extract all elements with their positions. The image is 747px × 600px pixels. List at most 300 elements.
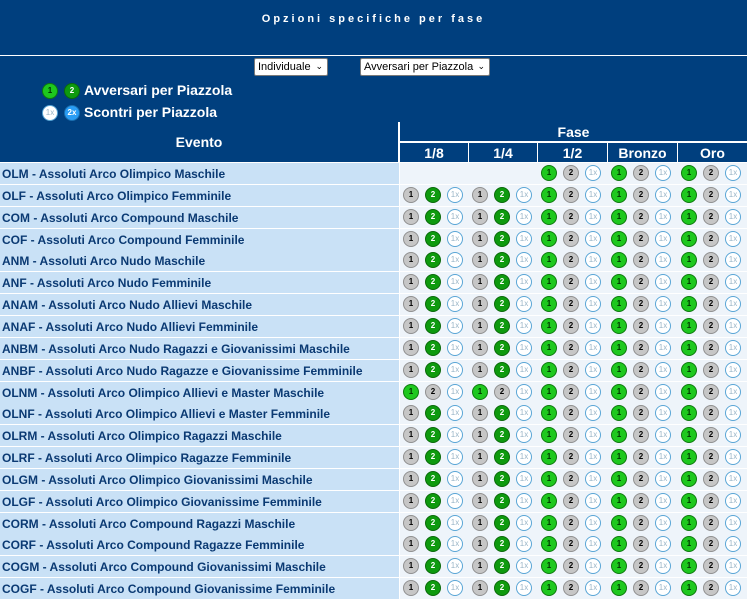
option-1x-circle-icon[interactable]: 1x	[725, 580, 741, 596]
option-1-circle-icon[interactable]: 1	[611, 209, 627, 225]
option-1x-circle-icon[interactable]: 1x	[655, 471, 671, 487]
option-2-circle-icon[interactable]: 2	[633, 536, 649, 552]
option-2-circle-icon[interactable]: 2	[633, 449, 649, 465]
table-row	[0, 360, 747, 381]
option-1-circle-icon[interactable]: 1	[403, 231, 419, 247]
option-2-circle-icon[interactable]: 2	[563, 405, 579, 421]
option-1-circle-icon[interactable]: 1	[403, 449, 419, 465]
option-2-circle-icon[interactable]: 2	[703, 340, 719, 356]
option-1x-circle-icon[interactable]: 1x	[447, 296, 463, 312]
option-1-circle-icon[interactable]: 1	[611, 449, 627, 465]
option-2-circle-icon[interactable]: 2	[703, 252, 719, 268]
option-1-circle-icon[interactable]: 1	[681, 493, 697, 509]
option-1x-circle-icon[interactable]: 1x	[725, 536, 741, 552]
option-1x-circle-icon[interactable]: 1x	[447, 536, 463, 552]
option-1-circle-icon[interactable]: 1	[611, 558, 627, 574]
option-1x-circle-icon[interactable]: 1x	[447, 209, 463, 225]
option-1-circle-icon[interactable]: 1	[403, 187, 419, 203]
option-2-circle-icon[interactable]: 2	[494, 427, 510, 443]
option-1-circle-icon[interactable]: 1	[681, 340, 697, 356]
option-2-circle-icon[interactable]: 2	[425, 296, 441, 312]
option-1x-circle-icon[interactable]: 1x	[516, 187, 532, 203]
option-1-circle-icon[interactable]: 1	[681, 536, 697, 552]
option-1x-circle-icon[interactable]: 1x	[655, 252, 671, 268]
option-1-circle-icon[interactable]: 1	[611, 187, 627, 203]
option-2-circle-icon[interactable]: 2	[703, 515, 719, 531]
option-2-circle-icon[interactable]: 2	[563, 427, 579, 443]
option-2-circle-icon[interactable]: 2	[425, 427, 441, 443]
option-1x-circle-icon[interactable]: 1x	[725, 515, 741, 531]
option-2-circle-icon[interactable]: 2	[494, 362, 510, 378]
option-1-circle-icon[interactable]: 1	[681, 252, 697, 268]
option-1x-circle-icon[interactable]: 1x	[447, 187, 463, 203]
option-2-circle-icon[interactable]: 2	[425, 384, 441, 400]
option-1-circle-icon[interactable]: 1	[611, 580, 627, 596]
option-1-circle-icon[interactable]: 1	[541, 231, 557, 247]
option-1x-circle-icon[interactable]: 1x	[585, 165, 601, 181]
option-2-circle-icon[interactable]: 2	[633, 187, 649, 203]
option-1-circle-icon[interactable]: 1	[541, 252, 557, 268]
option-2-circle-icon[interactable]: 2	[703, 296, 719, 312]
option-1x-circle-icon[interactable]: 1x	[655, 405, 671, 421]
option-2-circle-icon[interactable]: 2	[425, 274, 441, 290]
option-2-circle-icon[interactable]: 2	[633, 252, 649, 268]
option-2-circle-icon[interactable]: 2	[563, 493, 579, 509]
option-1x-circle-icon[interactable]: 1x	[447, 515, 463, 531]
option-1-circle-icon[interactable]: 1	[403, 536, 419, 552]
option-1-circle-icon[interactable]: 1	[541, 449, 557, 465]
option-1x-circle-icon[interactable]: 1x	[516, 362, 532, 378]
option-1x-circle-icon[interactable]: 1x	[655, 362, 671, 378]
option-1-circle-icon[interactable]: 1	[472, 340, 488, 356]
option-1-circle-icon[interactable]: 1	[472, 187, 488, 203]
option-2-circle-icon[interactable]: 2	[703, 580, 719, 596]
option-1x-circle-icon[interactable]: 1x	[516, 493, 532, 509]
option-1-circle-icon[interactable]: 1	[541, 427, 557, 443]
option-2-circle-icon[interactable]: 2	[633, 427, 649, 443]
option-1x-circle-icon[interactable]: 1x	[725, 427, 741, 443]
option-1x-circle-icon[interactable]: 1x	[447, 231, 463, 247]
option-2-circle-icon[interactable]: 2	[425, 558, 441, 574]
option-2-circle-icon[interactable]: 2	[563, 580, 579, 596]
option-2-circle-icon[interactable]: 2	[633, 209, 649, 225]
option-1x-circle-icon[interactable]: 1x	[585, 405, 601, 421]
option-2-circle-icon[interactable]: 2	[494, 231, 510, 247]
option-1-circle-icon[interactable]: 1	[472, 296, 488, 312]
option-1x-circle-icon[interactable]: 1x	[516, 449, 532, 465]
option-1-circle-icon[interactable]: 1	[403, 209, 419, 225]
option-2-circle-icon[interactable]: 2	[703, 274, 719, 290]
option-1x-circle-icon[interactable]: 1x	[447, 384, 463, 400]
option-1-circle-icon[interactable]: 1	[472, 536, 488, 552]
option-2-circle-icon[interactable]: 2	[494, 252, 510, 268]
option-1-circle-icon[interactable]: 1	[611, 471, 627, 487]
option-1x-circle-icon[interactable]: 1x	[725, 493, 741, 509]
option-1x-circle-icon[interactable]: 1x	[447, 580, 463, 596]
option-1-circle-icon[interactable]: 1	[541, 340, 557, 356]
option-1-circle-icon[interactable]: 1	[472, 362, 488, 378]
option-1x-circle-icon[interactable]: 1x	[585, 252, 601, 268]
option-2-circle-icon[interactable]: 2	[563, 252, 579, 268]
option-1-circle-icon[interactable]: 1	[541, 165, 557, 181]
option-2-circle-icon[interactable]: 2	[494, 515, 510, 531]
option-1x-circle-icon[interactable]: 1x	[655, 515, 671, 531]
option-2-circle-icon[interactable]: 2	[703, 471, 719, 487]
option-1-circle-icon[interactable]: 1	[403, 405, 419, 421]
option-1x-circle-icon[interactable]: 1x	[585, 231, 601, 247]
option-1x-circle-icon[interactable]: 1x	[655, 580, 671, 596]
option-1-circle-icon[interactable]: 1	[541, 536, 557, 552]
option-1-circle-icon[interactable]: 1	[403, 362, 419, 378]
option-1x-circle-icon[interactable]: 1x	[585, 536, 601, 552]
option-1-circle-icon[interactable]: 1	[472, 471, 488, 487]
option-1-circle-icon[interactable]: 1	[541, 471, 557, 487]
option-1-circle-icon[interactable]: 1	[681, 427, 697, 443]
criteria-select[interactable]	[360, 58, 490, 76]
option-2-circle-icon[interactable]: 2	[563, 515, 579, 531]
mode-select[interactable]	[254, 58, 328, 76]
option-1x-circle-icon[interactable]: 1x	[655, 427, 671, 443]
option-1-circle-icon[interactable]: 1	[403, 296, 419, 312]
option-2-circle-icon[interactable]: 2	[633, 493, 649, 509]
option-2-circle-icon[interactable]: 2	[633, 296, 649, 312]
option-2-circle-icon[interactable]: 2	[633, 384, 649, 400]
option-1x-circle-icon[interactable]: 1x	[655, 493, 671, 509]
option-1-circle-icon[interactable]: 1	[403, 384, 419, 400]
option-1x-circle-icon[interactable]: 1x	[655, 536, 671, 552]
option-2-circle-icon[interactable]: 2	[494, 558, 510, 574]
option-1-circle-icon[interactable]: 1	[611, 405, 627, 421]
option-2-circle-icon[interactable]: 2	[633, 274, 649, 290]
option-2-circle-icon[interactable]: 2	[633, 340, 649, 356]
option-1x-circle-icon[interactable]: 1x	[585, 471, 601, 487]
option-1x-circle-icon[interactable]: 1x	[725, 340, 741, 356]
option-1x-circle-icon[interactable]: 1x	[725, 362, 741, 378]
option-2-circle-icon[interactable]: 2	[703, 493, 719, 509]
option-1-circle-icon[interactable]: 1	[472, 515, 488, 531]
option-1-circle-icon[interactable]: 1	[472, 318, 488, 334]
option-1-circle-icon[interactable]: 1	[681, 209, 697, 225]
option-2-circle-icon[interactable]: 2	[425, 493, 441, 509]
option-1x-circle-icon[interactable]: 1x	[447, 318, 463, 334]
option-1x-circle-icon[interactable]: 1x	[516, 296, 532, 312]
option-1x-circle-icon[interactable]: 1x	[447, 449, 463, 465]
option-2-circle-icon[interactable]: 2	[703, 449, 719, 465]
option-1-circle-icon[interactable]: 1	[611, 252, 627, 268]
option-1x-circle-icon[interactable]: 1x	[725, 209, 741, 225]
option-2-circle-icon[interactable]: 2	[425, 340, 441, 356]
option-1x-circle-icon[interactable]: 1x	[447, 493, 463, 509]
option-2-circle-icon[interactable]: 2	[563, 471, 579, 487]
option-1-circle-icon[interactable]: 1	[681, 362, 697, 378]
option-1x-circle-icon[interactable]: 1x	[516, 471, 532, 487]
option-1-circle-icon[interactable]: 1	[403, 493, 419, 509]
option-1x-circle-icon[interactable]: 1x	[725, 384, 741, 400]
option-1-circle-icon[interactable]: 1	[472, 493, 488, 509]
option-2-circle-icon[interactable]: 2	[703, 405, 719, 421]
option-1x-circle-icon[interactable]: 1x	[725, 187, 741, 203]
option-1-circle-icon[interactable]: 1	[541, 274, 557, 290]
option-1-circle-icon[interactable]: 1	[403, 558, 419, 574]
option-1x-circle-icon[interactable]: 1x	[516, 384, 532, 400]
option-1x-circle-icon[interactable]: 1x	[585, 362, 601, 378]
option-2-circle-icon[interactable]: 2	[425, 580, 441, 596]
option-2-circle-icon[interactable]: 2	[633, 362, 649, 378]
option-1x-circle-icon[interactable]: 1x	[655, 340, 671, 356]
option-2-circle-icon[interactable]: 2	[703, 558, 719, 574]
option-1-circle-icon[interactable]: 1	[611, 231, 627, 247]
option-2-circle-icon[interactable]: 2	[425, 405, 441, 421]
option-1-circle-icon[interactable]: 1	[611, 493, 627, 509]
option-1x-circle-icon[interactable]: 1x	[655, 209, 671, 225]
option-2-circle-icon[interactable]: 2	[494, 274, 510, 290]
option-1-circle-icon[interactable]: 1	[611, 515, 627, 531]
option-2-circle-icon[interactable]: 2	[703, 362, 719, 378]
option-2-circle-icon[interactable]: 2	[633, 580, 649, 596]
option-1-circle-icon[interactable]: 1	[541, 209, 557, 225]
option-2-circle-icon[interactable]: 2	[563, 558, 579, 574]
option-1-circle-icon[interactable]: 1	[541, 580, 557, 596]
option-1-circle-icon[interactable]: 1	[472, 209, 488, 225]
option-1-circle-icon[interactable]: 1	[403, 252, 419, 268]
option-1-circle-icon[interactable]: 1	[541, 384, 557, 400]
option-2-circle-icon[interactable]: 2	[494, 580, 510, 596]
option-1-circle-icon[interactable]: 1	[403, 515, 419, 531]
option-1x-circle-icon[interactable]: 1x	[516, 318, 532, 334]
option-1-circle-icon[interactable]: 1	[611, 340, 627, 356]
option-1-circle-icon[interactable]: 1	[611, 165, 627, 181]
option-2-circle-icon[interactable]: 2	[425, 231, 441, 247]
option-2-circle-icon[interactable]: 2	[563, 536, 579, 552]
option-1-circle-icon[interactable]: 1	[681, 187, 697, 203]
option-1-circle-icon[interactable]: 1	[611, 274, 627, 290]
option-1x-circle-icon[interactable]: 1x	[516, 427, 532, 443]
option-1-circle-icon[interactable]: 1	[681, 405, 697, 421]
option-1x-circle-icon[interactable]: 1x	[655, 296, 671, 312]
option-2-circle-icon[interactable]: 2	[563, 340, 579, 356]
option-2-circle-icon[interactable]: 2	[563, 165, 579, 181]
option-1-circle-icon[interactable]: 1	[472, 231, 488, 247]
option-1x-circle-icon[interactable]: 1x	[585, 427, 601, 443]
option-1x-circle-icon[interactable]: 1x	[725, 231, 741, 247]
option-2-circle-icon[interactable]: 2	[563, 318, 579, 334]
option-1-circle-icon[interactable]: 1	[611, 427, 627, 443]
option-1x-circle-icon[interactable]: 1x	[585, 580, 601, 596]
option-1-circle-icon[interactable]: 1	[541, 405, 557, 421]
option-1x-circle-icon[interactable]: 1x	[516, 340, 532, 356]
option-1x-circle-icon[interactable]: 1x	[516, 580, 532, 596]
option-2-circle-icon[interactable]: 2	[494, 536, 510, 552]
option-1-circle-icon[interactable]: 1	[541, 296, 557, 312]
option-2-circle-icon[interactable]: 2	[494, 449, 510, 465]
option-2-circle-icon[interactable]: 2	[494, 318, 510, 334]
option-2-circle-icon[interactable]: 2	[703, 187, 719, 203]
option-1x-circle-icon[interactable]: 1x	[516, 252, 532, 268]
option-2-circle-icon[interactable]: 2	[563, 449, 579, 465]
option-1-circle-icon[interactable]: 1	[472, 427, 488, 443]
option-1x-circle-icon[interactable]: 1x	[516, 209, 532, 225]
option-1-circle-icon[interactable]: 1	[541, 558, 557, 574]
option-2-circle-icon[interactable]: 2	[563, 362, 579, 378]
option-1x-circle-icon[interactable]: 1x	[447, 427, 463, 443]
option-2-circle-icon[interactable]: 2	[425, 187, 441, 203]
option-2-circle-icon[interactable]: 2	[563, 384, 579, 400]
option-1x-circle-icon[interactable]: 1x	[585, 318, 601, 334]
option-2-circle-icon[interactable]: 2	[494, 384, 510, 400]
option-1-circle-icon[interactable]: 1	[681, 231, 697, 247]
option-2-circle-icon[interactable]: 2	[563, 187, 579, 203]
option-2-circle-icon[interactable]: 2	[703, 427, 719, 443]
option-1-circle-icon[interactable]: 1	[681, 318, 697, 334]
option-1-circle-icon[interactable]: 1	[472, 384, 488, 400]
option-1-circle-icon[interactable]: 1	[541, 515, 557, 531]
option-1x-circle-icon[interactable]: 1x	[585, 449, 601, 465]
option-1-circle-icon[interactable]: 1	[541, 362, 557, 378]
option-1-circle-icon[interactable]: 1	[681, 274, 697, 290]
option-1x-circle-icon[interactable]: 1x	[585, 384, 601, 400]
option-1x-circle-icon[interactable]: 1x	[655, 558, 671, 574]
option-1-circle-icon[interactable]: 1	[611, 362, 627, 378]
option-1x-circle-icon[interactable]: 1x	[585, 274, 601, 290]
option-1x-circle-icon[interactable]: 1x	[655, 165, 671, 181]
option-1-circle-icon[interactable]: 1	[681, 558, 697, 574]
option-2-circle-icon[interactable]: 2	[563, 296, 579, 312]
option-2-circle-icon[interactable]: 2	[494, 187, 510, 203]
option-1x-circle-icon[interactable]: 1x	[725, 449, 741, 465]
option-1-circle-icon[interactable]: 1	[611, 318, 627, 334]
option-1-circle-icon[interactable]: 1	[541, 187, 557, 203]
option-2-circle-icon[interactable]: 2	[703, 231, 719, 247]
option-1x-circle-icon[interactable]: 1x	[516, 405, 532, 421]
option-1x-circle-icon[interactable]: 1x	[585, 209, 601, 225]
option-1x-circle-icon[interactable]: 1x	[447, 274, 463, 290]
option-1-circle-icon[interactable]: 1	[403, 471, 419, 487]
option-2-circle-icon[interactable]: 2	[703, 384, 719, 400]
option-1-circle-icon[interactable]: 1	[403, 318, 419, 334]
option-2-circle-icon[interactable]: 2	[494, 405, 510, 421]
phase-cell	[608, 229, 678, 250]
option-1-circle-icon[interactable]: 1	[681, 471, 697, 487]
option-2-circle-icon[interactable]: 2	[494, 471, 510, 487]
option-2-circle-icon[interactable]: 2	[425, 209, 441, 225]
option-1x-circle-icon[interactable]: 1x	[725, 318, 741, 334]
option-2-circle-icon[interactable]: 2	[494, 296, 510, 312]
phase-cell	[400, 316, 469, 337]
option-1x-circle-icon[interactable]: 1x	[655, 187, 671, 203]
option-2-circle-icon[interactable]: 2	[703, 318, 719, 334]
option-2-circle-icon[interactable]: 2	[633, 405, 649, 421]
option-1x-circle-icon[interactable]: 1x	[655, 318, 671, 334]
option-1-circle-icon[interactable]: 1	[472, 558, 488, 574]
option-1x-circle-icon[interactable]: 1x	[516, 515, 532, 531]
option-2-circle-icon[interactable]: 2	[494, 209, 510, 225]
option-2-circle-icon[interactable]: 2	[563, 231, 579, 247]
option-2-circle-icon[interactable]: 2	[425, 449, 441, 465]
option-1x-circle-icon[interactable]: 1x	[585, 515, 601, 531]
option-2-circle-icon[interactable]: 2	[703, 209, 719, 225]
option-1-circle-icon[interactable]: 1	[472, 405, 488, 421]
option-1x-circle-icon[interactable]: 1x	[655, 274, 671, 290]
option-1x-circle-icon[interactable]: 1x	[725, 165, 741, 181]
option-1x-circle-icon[interactable]: 1x	[585, 340, 601, 356]
option-1x-circle-icon[interactable]: 1x	[725, 558, 741, 574]
option-1x-circle-icon[interactable]: 1x	[447, 362, 463, 378]
option-1x-circle-icon[interactable]: 1x	[447, 558, 463, 574]
option-1x-circle-icon[interactable]: 1x	[516, 274, 532, 290]
option-2-circle-icon[interactable]: 2	[425, 471, 441, 487]
option-1-circle-icon[interactable]: 1	[403, 340, 419, 356]
option-1-circle-icon[interactable]: 1	[681, 165, 697, 181]
option-2-circle-icon[interactable]: 2	[425, 252, 441, 268]
option-1-circle-icon[interactable]: 1	[472, 580, 488, 596]
option-1x-circle-icon[interactable]: 1x	[516, 536, 532, 552]
option-1-circle-icon[interactable]: 1	[472, 274, 488, 290]
option-2-circle-icon[interactable]: 2	[425, 318, 441, 334]
option-1x-circle-icon[interactable]: 1x	[447, 405, 463, 421]
option-1x-circle-icon[interactable]: 1x	[725, 296, 741, 312]
phase-cell	[469, 185, 538, 206]
option-1x-circle-icon[interactable]: 1x	[725, 405, 741, 421]
option-1x-circle-icon[interactable]: 1x	[725, 252, 741, 268]
option-1x-circle-icon[interactable]: 1x	[585, 558, 601, 574]
option-2-circle-icon[interactable]: 2	[494, 340, 510, 356]
option-1-circle-icon[interactable]: 1	[403, 274, 419, 290]
option-1x-circle-icon[interactable]: 1x	[447, 252, 463, 268]
option-2-circle-icon[interactable]: 2	[633, 558, 649, 574]
option-2-circle-icon[interactable]: 2	[494, 493, 510, 509]
option-1-circle-icon[interactable]: 1	[403, 580, 419, 596]
option-1x-circle-icon[interactable]: 1x	[447, 471, 463, 487]
option-2-circle-icon[interactable]: 2	[633, 318, 649, 334]
option-1x-circle-icon[interactable]: 1x	[516, 558, 532, 574]
option-1x-circle-icon[interactable]: 1x	[655, 231, 671, 247]
option-2-circle-icon[interactable]: 2	[703, 165, 719, 181]
option-1-circle-icon[interactable]: 1	[681, 515, 697, 531]
option-2-circle-icon[interactable]: 2	[563, 209, 579, 225]
option-1x-circle-icon[interactable]: 1x	[447, 340, 463, 356]
option-1-circle-icon[interactable]: 1	[541, 493, 557, 509]
option-2-circle-icon[interactable]: 2	[425, 362, 441, 378]
option-1-circle-icon[interactable]: 1	[681, 384, 697, 400]
option-2-circle-icon[interactable]: 2	[425, 536, 441, 552]
option-1-circle-icon[interactable]: 1	[403, 427, 419, 443]
option-1-circle-icon[interactable]: 1	[472, 252, 488, 268]
option-1x-circle-icon[interactable]: 1x	[725, 471, 741, 487]
option-1-circle-icon[interactable]: 1	[611, 384, 627, 400]
option-1-circle-icon[interactable]: 1	[611, 536, 627, 552]
option-2-circle-icon[interactable]: 2	[633, 471, 649, 487]
option-2-circle-icon[interactable]: 2	[425, 515, 441, 531]
option-1x-circle-icon[interactable]: 1x	[655, 449, 671, 465]
option-1-circle-icon[interactable]: 1	[681, 449, 697, 465]
option-2-circle-icon[interactable]: 2	[633, 515, 649, 531]
option-2-circle-icon[interactable]: 2	[633, 231, 649, 247]
option-1-circle-icon[interactable]: 1	[611, 296, 627, 312]
option-1x-circle-icon[interactable]: 1x	[655, 384, 671, 400]
option-2-circle-icon[interactable]: 2	[563, 274, 579, 290]
option-1x-circle-icon[interactable]: 1x	[516, 231, 532, 247]
option-1x-circle-icon[interactable]: 1x	[585, 187, 601, 203]
option-1-circle-icon[interactable]: 1	[681, 580, 697, 596]
option-2-circle-icon[interactable]: 2	[703, 536, 719, 552]
option-2-circle-icon[interactable]: 2	[633, 165, 649, 181]
option-1x-circle-icon[interactable]: 1x	[585, 296, 601, 312]
option-1-circle-icon[interactable]: 1	[472, 449, 488, 465]
option-1-circle-icon[interactable]: 1	[681, 296, 697, 312]
option-1x-circle-icon[interactable]: 1x	[725, 274, 741, 290]
option-1-circle-icon[interactable]: 1	[541, 318, 557, 334]
option-1x-circle-icon[interactable]: 1x	[585, 493, 601, 509]
